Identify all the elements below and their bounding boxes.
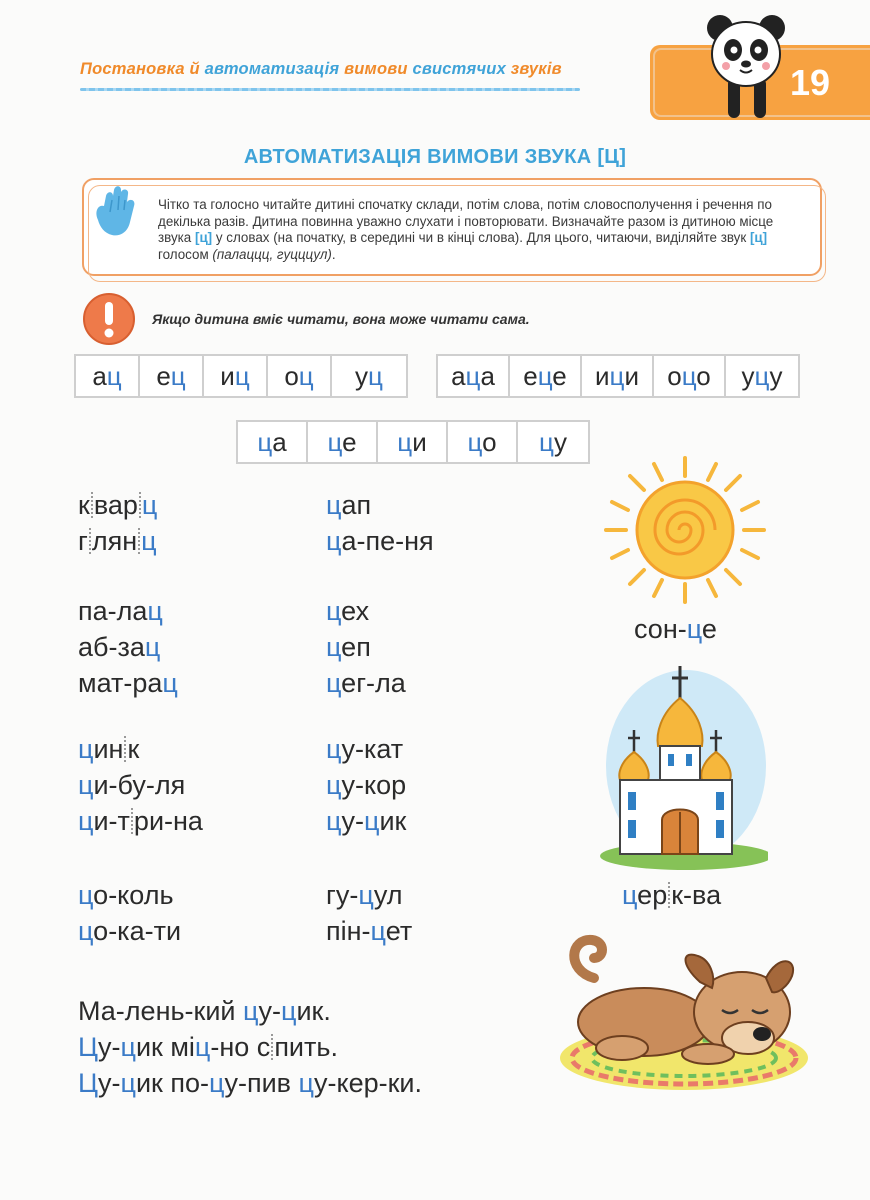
page-title: АВТОМАТИЗАЦІЯ ВИМОВИ ЗВУКА [Ц]: [243, 146, 627, 168]
hand-icon: [88, 182, 148, 242]
word-tsukor: цу-кор: [326, 770, 407, 800]
word-tserkva: цер к-ва: [622, 880, 722, 910]
church-illustration: [598, 664, 768, 872]
syllable-cell: ци: [378, 422, 448, 462]
word-tsytryna: ци-т ри-на: [78, 806, 203, 836]
word-palats: па-лац: [78, 596, 163, 626]
word-tsokol: цо-коль: [78, 880, 174, 910]
syllable-cell: цу: [539, 427, 567, 457]
syllable-cell: уцу: [741, 361, 783, 391]
word-tsehla: цег-ла: [326, 668, 406, 698]
sentence-3: Цу-цик по-цу-пив цу-кер-ки.: [78, 1068, 422, 1098]
warning-text: Якщо дитина вміє читати, вона може читати сама.: [152, 311, 530, 327]
syllable-cell: ици: [582, 356, 654, 396]
word-tsybulia: ци-бу-ля: [78, 770, 186, 800]
word-tsap: цап: [326, 490, 372, 520]
syllable-cell: ца: [238, 422, 308, 462]
instructions-text: Чітко та голосно читайте дитині спочатку склади, потім слова, потім словосполучення і речення по декілька разів. Дитина повинна уважно слухати і повторювати. Визначайте разом із дитиною місце звука [ц] у словах (на початку, в середині чи в кінці слова). Для цього, читаючи, виділяйте звук [ц] голосом (палаццц, гуцццул).: [158, 197, 774, 262]
sun-illustration: [592, 452, 778, 608]
header-title: Постановка й автоматизація вимови свистячих звуків: [80, 60, 562, 78]
word-tsep: цеп: [326, 632, 371, 662]
syllable-cell: ац: [76, 356, 140, 396]
word-pintset: пін-цет: [326, 916, 413, 946]
sentence-1: Ма-лень-кий цу-цик.: [78, 996, 331, 1026]
syllable-row-2: [436, 354, 800, 398]
syllable-cell: иц: [204, 356, 268, 396]
syllable-cell: аца: [438, 356, 510, 396]
syllable-cell: уц: [355, 361, 383, 391]
syllable-cell: оц: [268, 356, 332, 396]
puppy-illustration: [552, 930, 810, 1094]
word-matrats: мат-рац: [78, 668, 178, 698]
word-hutsul: гу-цул: [326, 880, 403, 910]
word-tsokaty: цо-ка-ти: [78, 916, 182, 946]
syllable-cell: оцо: [654, 356, 726, 396]
panda-icon: [700, 8, 792, 126]
word-tsapenia: ца-пе-ня: [326, 526, 434, 556]
word-kvarts: к вар ц: [78, 490, 158, 520]
word-sontse: сон-це: [634, 614, 717, 644]
word-tsutsyk: цу-цик: [326, 806, 407, 836]
word-abzats: аб-зац: [78, 632, 161, 662]
word-tsynk: цин к: [78, 734, 140, 764]
syllable-cell: ец: [140, 356, 204, 396]
word-hlyants: г лян ц: [78, 526, 157, 556]
syllable-cell: цо: [448, 422, 518, 462]
syllable-cell: це: [308, 422, 378, 462]
syllable-cell: еце: [510, 356, 582, 396]
word-tsukat: цу-кат: [326, 734, 404, 764]
sentence-2: Цу-цик міц-но с пить.: [78, 1032, 338, 1062]
header-underline: [80, 88, 580, 91]
syllable-row-3: [236, 420, 590, 464]
word-tsekh: цех: [326, 596, 370, 626]
syllable-row-1: [74, 354, 408, 398]
page-number: 19: [790, 62, 831, 103]
exclamation-icon: [82, 292, 136, 346]
